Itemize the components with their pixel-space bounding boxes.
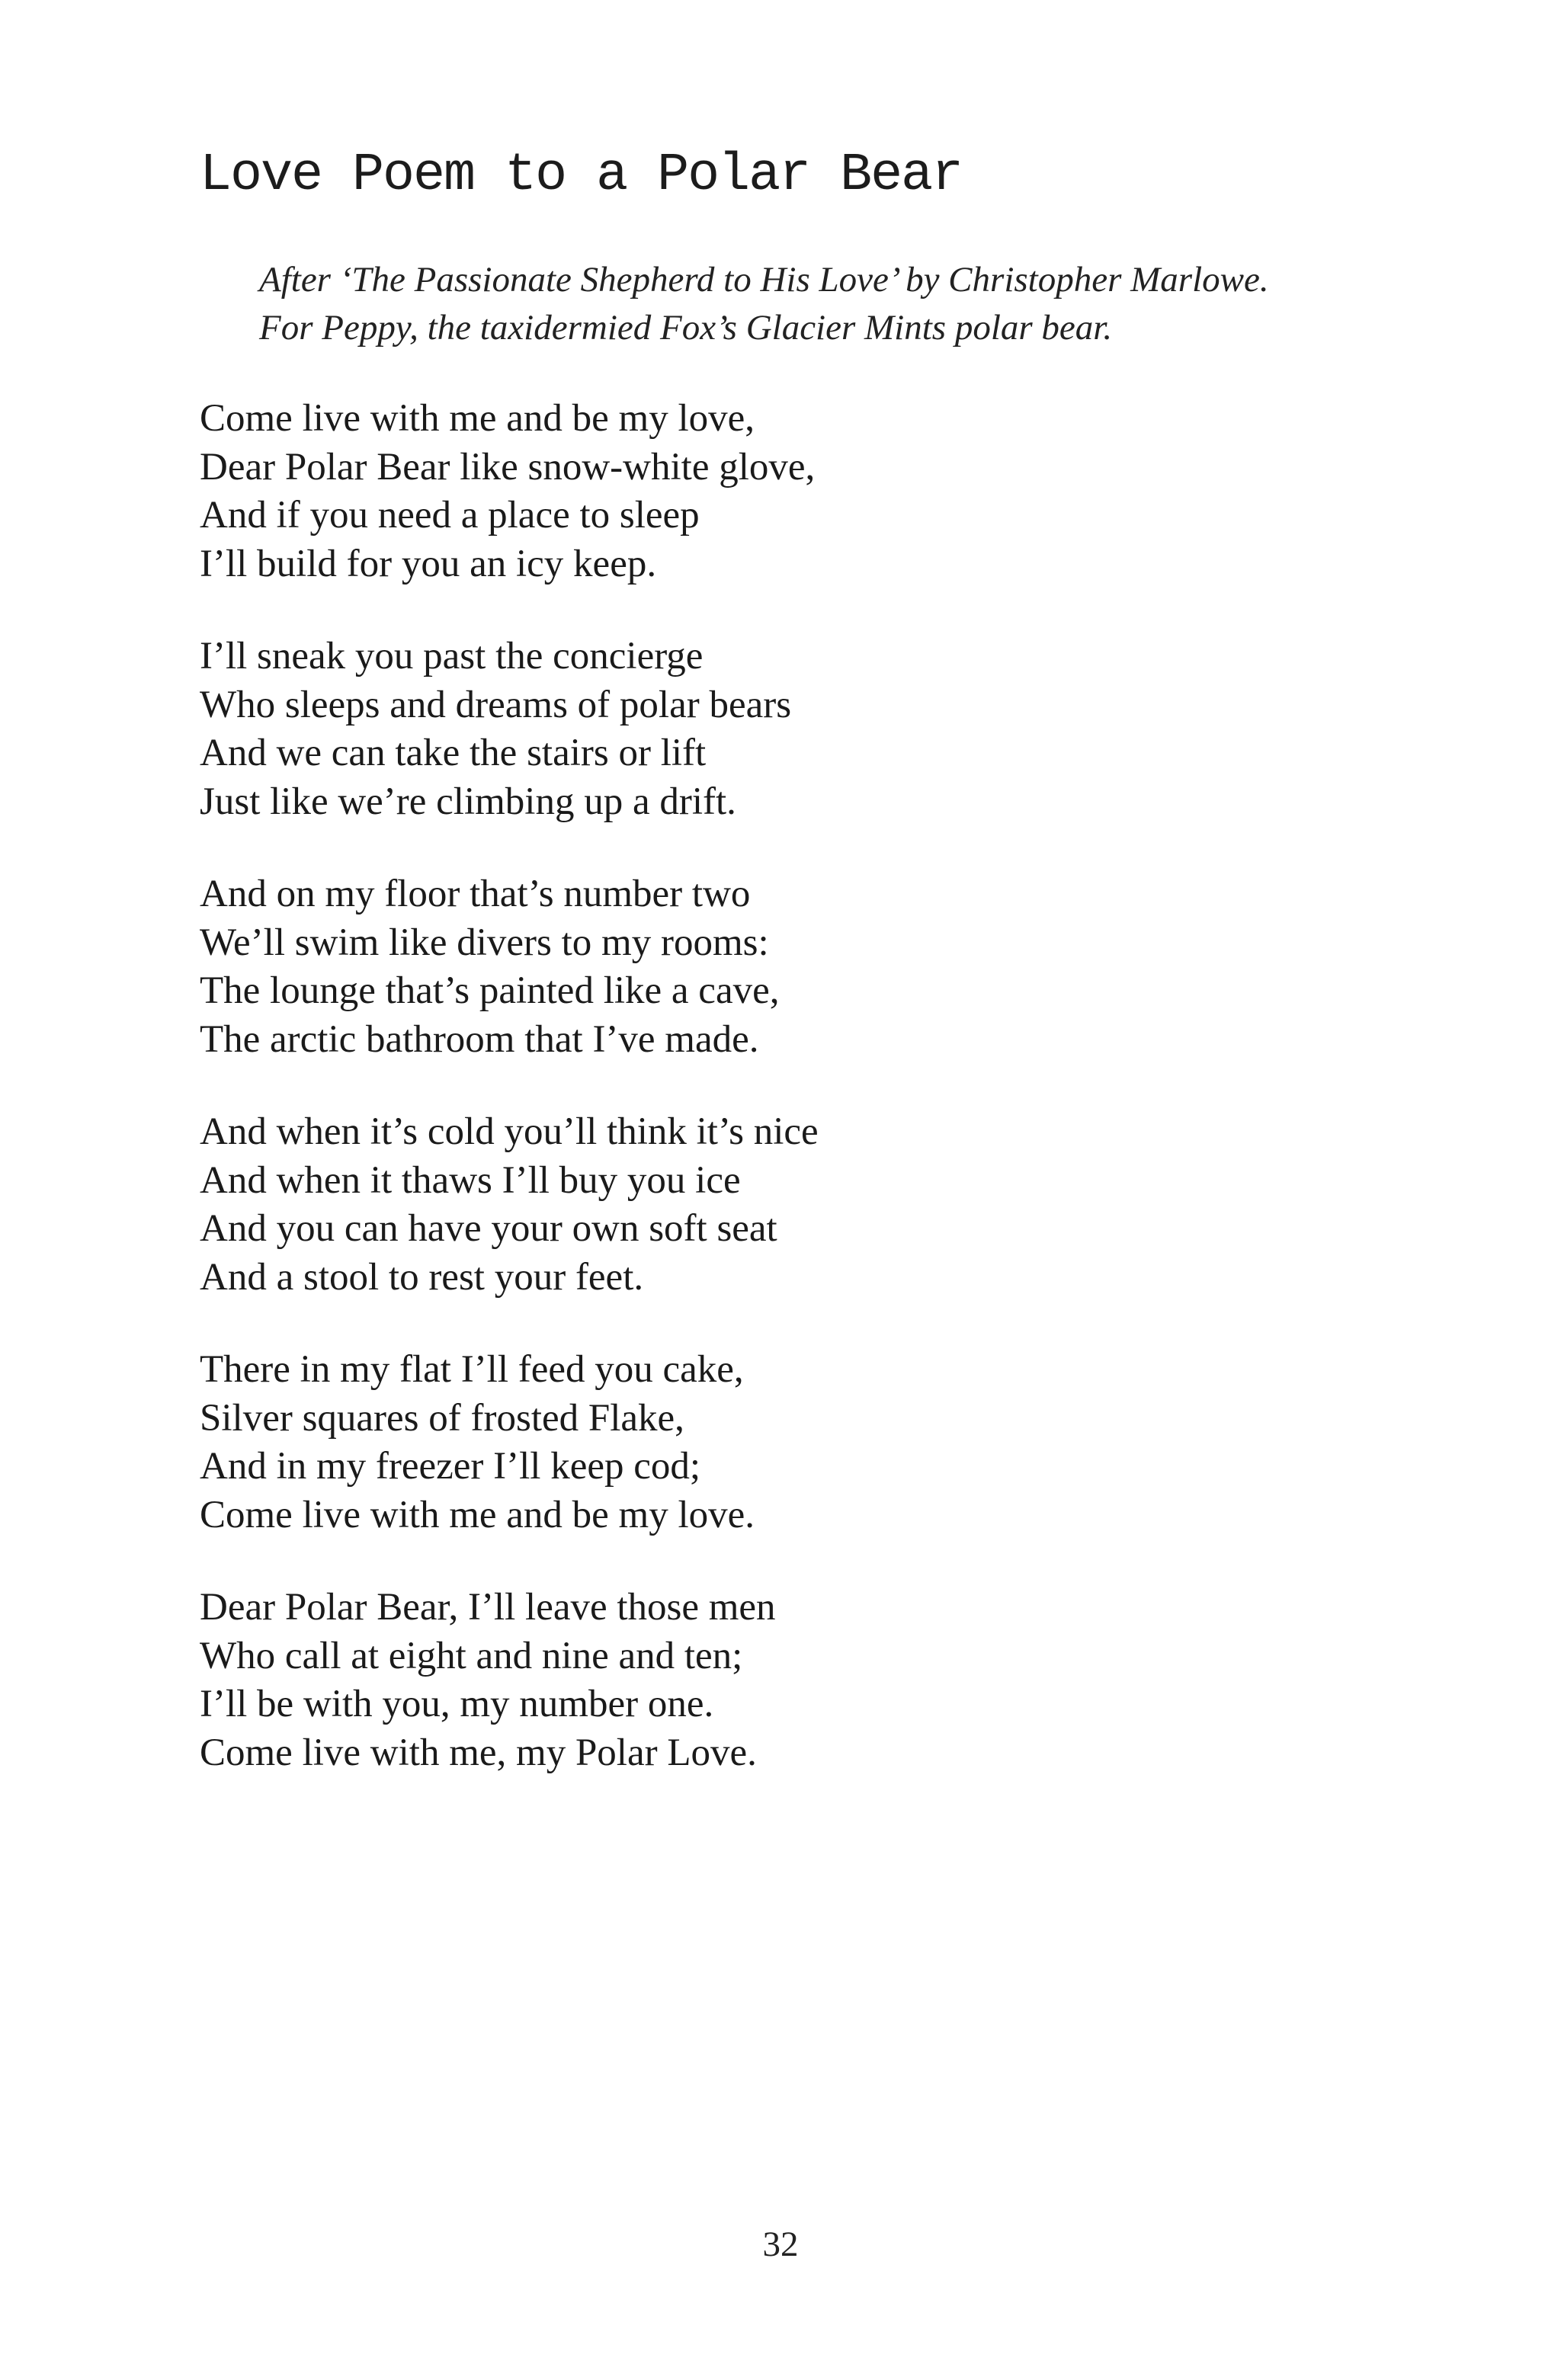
verse-line: And when it thaws I’ll buy you ice bbox=[200, 1158, 741, 1202]
epigraph-line: For Peppy, the taxidermied Fox’s Glacier Mints polar bear. bbox=[259, 308, 1113, 348]
verse-line: Just like we’re climbing up a drift. bbox=[200, 780, 736, 823]
epigraph-line: After ‘The Passionate Shepherd to His Love’ by Christopher Marlowe. bbox=[259, 260, 1269, 300]
verse-line: And when it’s cold you’ll think it’s nice bbox=[200, 1110, 819, 1153]
poem-title: Love Poem to a Polar Bear bbox=[200, 146, 963, 206]
verse-line: Come live with me and be my love. bbox=[200, 1493, 755, 1536]
verse-line: I’ll sneak you past the concierge bbox=[200, 635, 704, 677]
verse-line: The lounge that’s painted like a cave, bbox=[200, 969, 780, 1012]
verse-line: The arctic bathroom that I’ve made. bbox=[200, 1017, 759, 1061]
epigraph bbox=[259, 256, 1269, 352]
verse-line: Dear Polar Bear, I’ll leave those men bbox=[200, 1586, 776, 1629]
verse-line: There in my flat I’ll feed you cake, bbox=[200, 1348, 744, 1391]
verse-line: And you can have your own soft seat bbox=[200, 1207, 777, 1250]
verse-line: Come live with me and be my love, bbox=[200, 397, 755, 440]
verse-line: Who sleeps and dreams of polar bears bbox=[200, 683, 792, 726]
verse-line: Come live with me, my Polar Love. bbox=[200, 1731, 757, 1774]
stanza bbox=[200, 1346, 819, 1539]
stanza bbox=[200, 633, 819, 826]
verse-line: I’ll be with you, my number one. bbox=[200, 1683, 714, 1725]
stanza bbox=[200, 870, 819, 1064]
page-number: 32 bbox=[762, 2225, 799, 2264]
stanza bbox=[200, 1108, 819, 1302]
verse-line: And a stool to rest your feet. bbox=[200, 1255, 644, 1299]
verse-line: Silver squares of frosted Flake, bbox=[200, 1396, 684, 1440]
verse-line: Who call at eight and nine and ten; bbox=[200, 1634, 743, 1677]
stanza bbox=[200, 1584, 819, 1777]
verse-line: And on my floor that’s number two bbox=[200, 873, 751, 915]
verse-line: Dear Polar Bear like snow-white glove, bbox=[200, 445, 816, 488]
poem-body bbox=[200, 395, 819, 1821]
verse-line: And we can take the stairs or lift bbox=[200, 732, 707, 774]
verse-line: And in my freezer I’ll keep cod; bbox=[200, 1445, 701, 1488]
stanza bbox=[200, 395, 819, 588]
verse-line: And if you need a place to sleep bbox=[200, 494, 700, 537]
verse-line: I’ll build for you an icy keep. bbox=[200, 542, 657, 585]
verse-line: We’ll swim like divers to my rooms: bbox=[200, 921, 769, 964]
